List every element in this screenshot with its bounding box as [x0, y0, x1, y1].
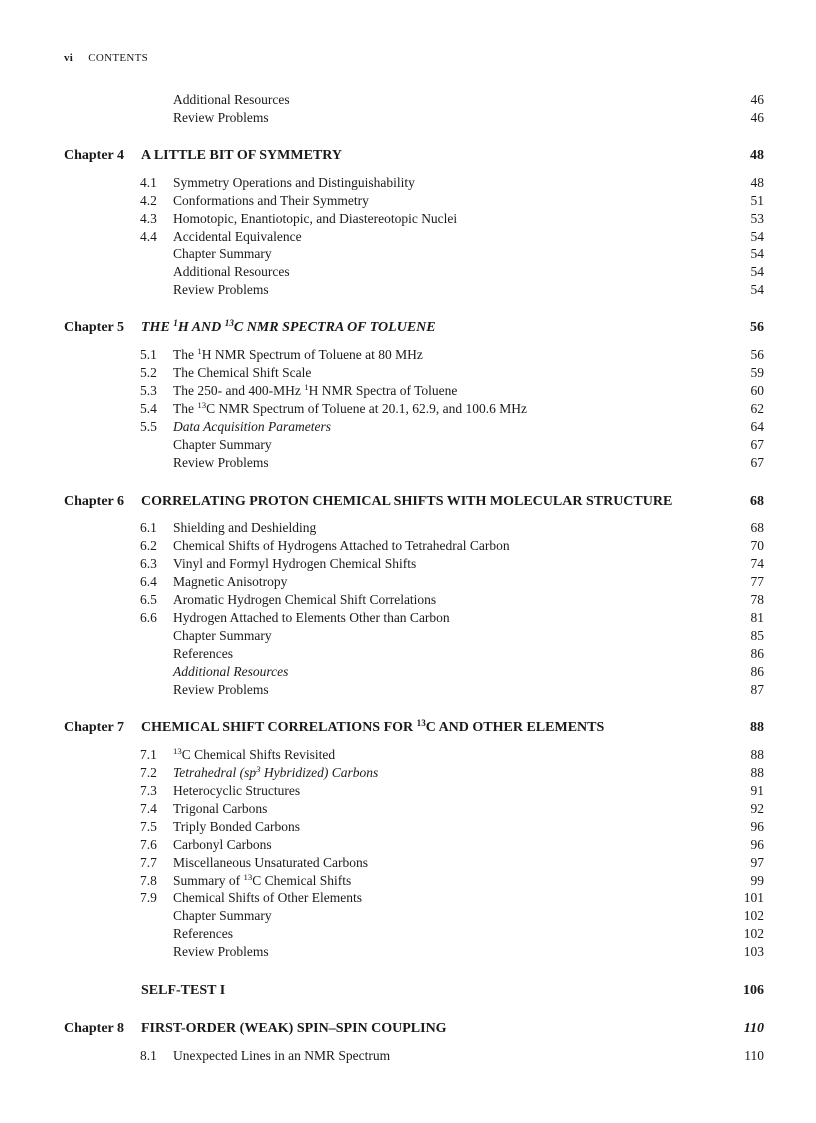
toc-entry[interactable]: Additional Resources 46 [173, 92, 764, 107]
toc-entry[interactable]: 7.6 Carbonyl Carbons 96 [140, 837, 764, 852]
toc-entry[interactable]: Review Problems 46 [173, 110, 764, 125]
page-number: vi [64, 52, 74, 64]
toc-entry[interactable]: Review Problems 67 [173, 455, 764, 470]
toc-entry[interactable]: 7.3 Heterocyclic Structures 91 [140, 783, 764, 798]
toc-entry[interactable]: References 86 [173, 646, 764, 661]
toc-entry[interactable]: 4.1 Symmetry Operations and Distinguishability 48 [140, 175, 764, 190]
toc-entry[interactable]: Additional Resources 54 [173, 264, 764, 279]
toc-entry[interactable]: 4.4 Accidental Equivalence 54 [140, 229, 764, 244]
running-header [64, 52, 148, 64]
toc-entry[interactable]: Chapter Summary 67 [173, 437, 764, 452]
toc-entry[interactable]: 7.1 $^{13}$C Chemical Shifts Revisited 88 [140, 746, 764, 762]
toc-entry[interactable]: 5.3 The 250- and 400-MHz $^1$H NMR Spectra of Toluene 60 [140, 382, 764, 398]
toc-entry[interactable]: 5.5 Data Acquisition Parameters 64 [140, 419, 764, 434]
toc-entry[interactable]: Review Problems 54 [173, 282, 764, 297]
toc-entry[interactable]: Chapter Summary 54 [173, 246, 764, 261]
toc-entry[interactable]: 5.2 The Chemical Shift Scale 59 [140, 365, 764, 380]
toc-entry[interactable]: 8.1 Unexpected Lines in an NMR Spectrum 110 [140, 1048, 764, 1063]
toc-entry[interactable]: 7.7 Miscellaneous Unsaturated Carbons 97 [140, 855, 764, 870]
chapter-6-heading[interactable]: Chapter 6 CORRELATING PROTON CHEMICAL SHIFTS WITH MOLECULAR STRUCTURE 68 [64, 494, 764, 509]
toc-entry[interactable]: 6.1 Shielding and Deshielding 68 [140, 520, 764, 535]
toc-entry[interactable]: 6.5 Aromatic Hydrogen Chemical Shift Correlations 78 [140, 592, 764, 607]
toc-entry[interactable]: 6.6 Hydrogen Attached to Elements Other than Carbon 81 [140, 610, 764, 625]
chapter-5-heading[interactable]: Chapter 5 THE $^1$H AND $^{13}$C NMR SPECTRA OF TOLUENE 56 [64, 318, 764, 335]
toc-entry[interactable]: 7.4 Trigonal Carbons 92 [140, 801, 764, 816]
toc-entry[interactable]: 4.3 Homotopic, Enantiotopic, and Diastereotopic Nuclei 53 [140, 211, 764, 226]
toc-entry[interactable]: 7.9 Chemical Shifts of Other Elements 101 [140, 890, 764, 905]
self-test-heading[interactable]: SELF-TEST I 106 [141, 983, 764, 998]
toc-entry[interactable]: 5.4 The $^{13}$C NMR Spectrum of Toluene at 20.1, 62.9, and 100.6 MHz 62 [140, 400, 764, 416]
toc-entry[interactable]: 6.2 Chemical Shifts of Hydrogens Attached to Tetrahedral Carbon 70 [140, 538, 764, 553]
toc-entry[interactable]: Additional Resources 86 [173, 664, 764, 679]
toc-entry[interactable]: 7.5 Triply Bonded Carbons 96 [140, 819, 764, 834]
chapter-8-heading[interactable]: Chapter 8 FIRST-ORDER (WEAK) SPIN–SPIN COUPLING 110 [64, 1021, 764, 1036]
running-title: CONTENTS [88, 52, 149, 64]
toc-entry[interactable]: Chapter Summary 85 [173, 628, 764, 643]
toc-entry[interactable]: Chapter Summary 102 [173, 908, 764, 923]
toc-entry[interactable]: 7.8 Summary of $^{13}$C Chemical Shifts 99 [140, 872, 764, 888]
toc-entry[interactable]: References 102 [173, 926, 764, 941]
toc-entry[interactable]: Review Problems 103 [173, 944, 764, 959]
toc-entry[interactable]: 7.2 Tetrahedral ($sp^3$ Hybridized) Carbons 88 [140, 764, 764, 780]
toc-entry[interactable]: Review Problems 87 [173, 682, 764, 697]
toc-entry[interactable]: 4.2 Conformations and Their Symmetry 51 [140, 193, 764, 208]
chapter-7-heading[interactable]: Chapter 7 CHEMICAL SHIFT CORRELATIONS FOR $^{13}$C AND OTHER ELEMENTS 88 [64, 718, 764, 735]
toc-entry[interactable]: 5.1 The $^1$H NMR Spectrum of Toluene at 80 MHz 56 [140, 346, 764, 362]
chapter-4-heading[interactable]: Chapter 4 A LITTLE BIT OF SYMMETRY 48 [64, 148, 764, 163]
toc-entry[interactable]: 6.4 Magnetic Anisotropy 77 [140, 574, 764, 589]
toc-entry[interactable]: 6.3 Vinyl and Formyl Hydrogen Chemical Shifts 74 [140, 556, 764, 571]
